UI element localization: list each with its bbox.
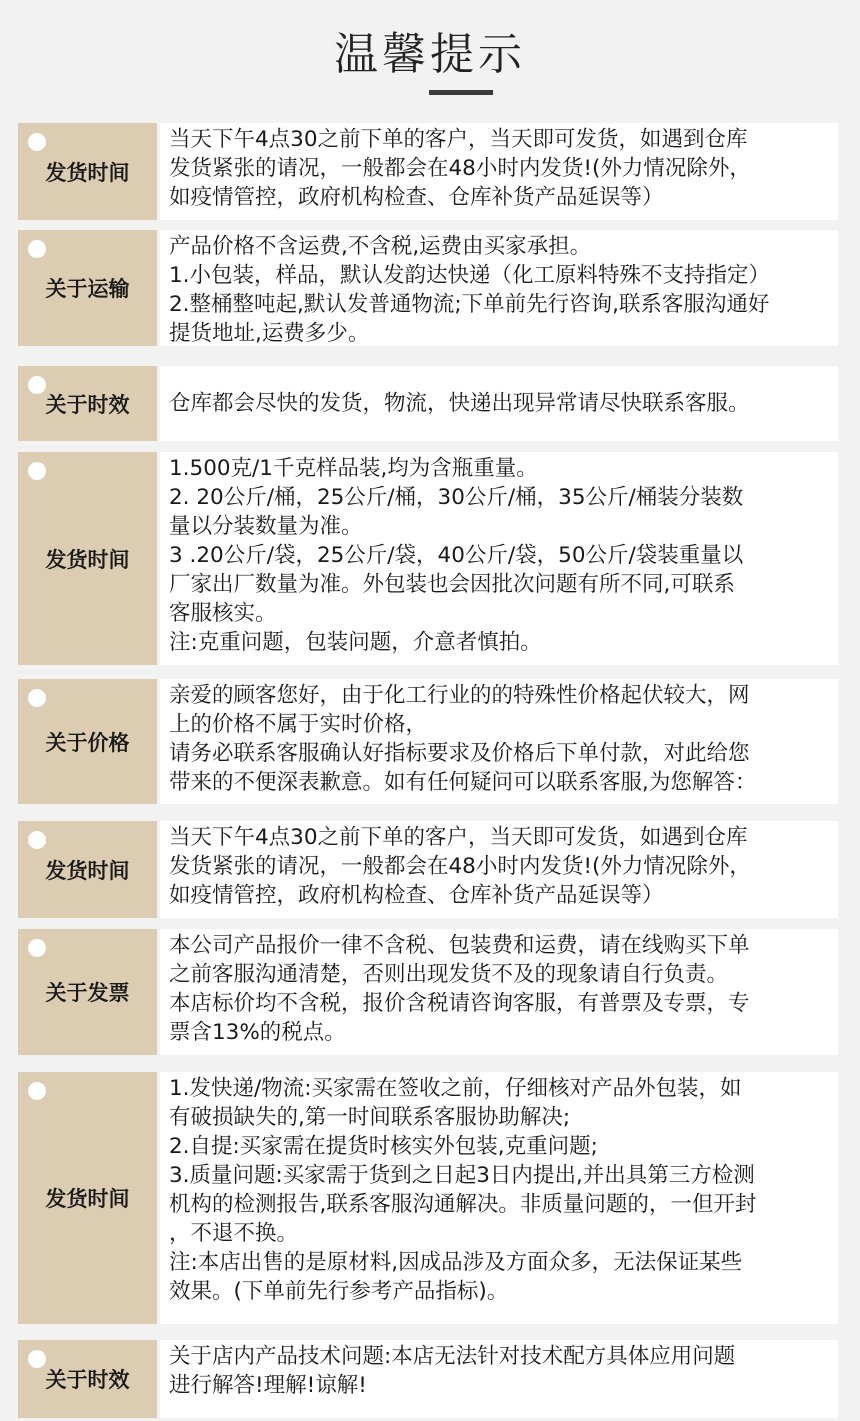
notice-content: 1.500克/1千克样品装,均为含瓶重量。 2. 20公斤/桶，25公斤/桶，30公斤/桶，35公斤/桶装分装数 量以分装数量为准。 3 .20公斤/袋，25公斤/袋，40公斤/袋，50公斤/袋装重量以 厂家出厂数量为准。外包装也会因批次问题有所不同,可联系 客服核实。 注:克重问题，包装问题，介意者慎拍。	[160, 452, 838, 665]
notice-label-cell	[18, 452, 157, 665]
notice-block-shipping-time	[18, 123, 838, 220]
bullet-dot-icon	[28, 831, 46, 849]
bullet-dot-icon	[28, 240, 46, 258]
notice-label-cell	[18, 123, 157, 220]
notice-label: 发货时间	[45, 1187, 130, 1211]
notice-content: 当天下午4点30之前下单的客户，当天即可发货，如遇到仓库 发货紧张的请况，一般都会在48小时内发货!(外力情况除外， 如疫情管控，政府机构检查、仓库补货产品延误等）	[160, 123, 838, 220]
notice-label: 关于时效	[45, 392, 130, 417]
notice-label-cell	[18, 929, 157, 1055]
notice-label: 发货时间	[45, 858, 130, 883]
notice-label: 关于价格	[45, 730, 130, 755]
notice-content: 1.发快递/物流:买家需在签收之前，仔细核对产品外包装，如 有破损缺失的,第一时间联系客服协助解决; 2.自提:买家需在提货时核实外包装,克重问题; 3.质量问题:买家需于货到之日起3日内提出,并出具第三方检测 机构的检测报告,联系客服沟通解决。非质量问题的，一但开封 ，不退不换。 注:本店出售的是原材料,因成品涉及方面众多，无法保证某些 效果。(下单前先行参考产品指标)。	[160, 1072, 838, 1324]
notice-label-cell	[18, 1072, 157, 1324]
notice-content: 当天下午4点30之前下单的客户，当天即可发货，如遇到仓库 发货紧张的请况，一般都会在48小时内发货!(外力情况除外， 如疫情管控，政府机构检查、仓库补货产品延误等）	[160, 821, 838, 918]
page-title: 温馨提示	[334, 29, 526, 80]
bullet-dot-icon	[28, 1082, 46, 1100]
notice-label: 发货时间	[45, 160, 130, 185]
notice-block-invoice	[18, 929, 838, 1055]
notice-label-cell	[18, 366, 157, 441]
bullet-dot-icon	[28, 689, 46, 707]
notice-block-technical	[18, 1340, 838, 1418]
notice-content: 仓库都会尽快的发货，物流，快递出现异常请尽快联系客服。	[160, 366, 838, 441]
notice-label-cell	[18, 821, 157, 918]
notice-content: 关于店内产品技术问题:本店无法针对技术配方具体应用问题 进行解答!理解!谅解!	[160, 1340, 838, 1418]
header	[0, 0, 860, 115]
title-underline	[429, 90, 493, 95]
notice-block-after-sales	[18, 1072, 838, 1324]
notice-label: 关于时效	[45, 1368, 130, 1392]
notice-label: 关于运输	[45, 277, 130, 301]
notice-content: 亲爱的顾客您好，由于化工行业的的特殊性价格起伏较大，网 上的价格不属于实时价格， 请务必联系客服确认好指标要求及价格后下单付款，对此给您 带来的不便深表歉意。如有任何疑问可以联系客服,为您解答：	[160, 679, 838, 804]
notice-label-cell	[18, 230, 157, 346]
notice-content: 产品价格不含运费,不含税,运费由买家承担。 1.小包装，样品，默认发韵达快递（化工原料特殊不支持指定） 2.整桶整吨起,默认发普通物流;下单前先行咨询,联系客服沟通好 提货地址,运费多少。	[160, 230, 838, 346]
notice-label: 关于发票	[45, 981, 130, 1005]
notice-block-timeliness	[18, 366, 838, 441]
notice-label-cell	[18, 679, 157, 804]
notice-block-packaging-weight	[18, 452, 838, 665]
notice-content: 本公司产品报价一律不含税、包装费和运费，请在线购买下单 之前客服沟通清楚，否则出现发货不及的现象请自行负责。 本店标价均不含税，报价含税请咨询客服，有普票及专票，专 票含13%的税点。	[160, 929, 838, 1055]
notice-label: 发货时间	[45, 547, 130, 572]
bullet-dot-icon	[28, 939, 46, 957]
notice-label-cell	[18, 1340, 157, 1418]
bullet-dot-icon	[28, 462, 46, 480]
notice-block-shipping-time-2	[18, 821, 838, 918]
notice-block-price	[18, 679, 838, 804]
notice-block-transport	[18, 230, 838, 346]
bullet-dot-icon	[28, 133, 46, 151]
